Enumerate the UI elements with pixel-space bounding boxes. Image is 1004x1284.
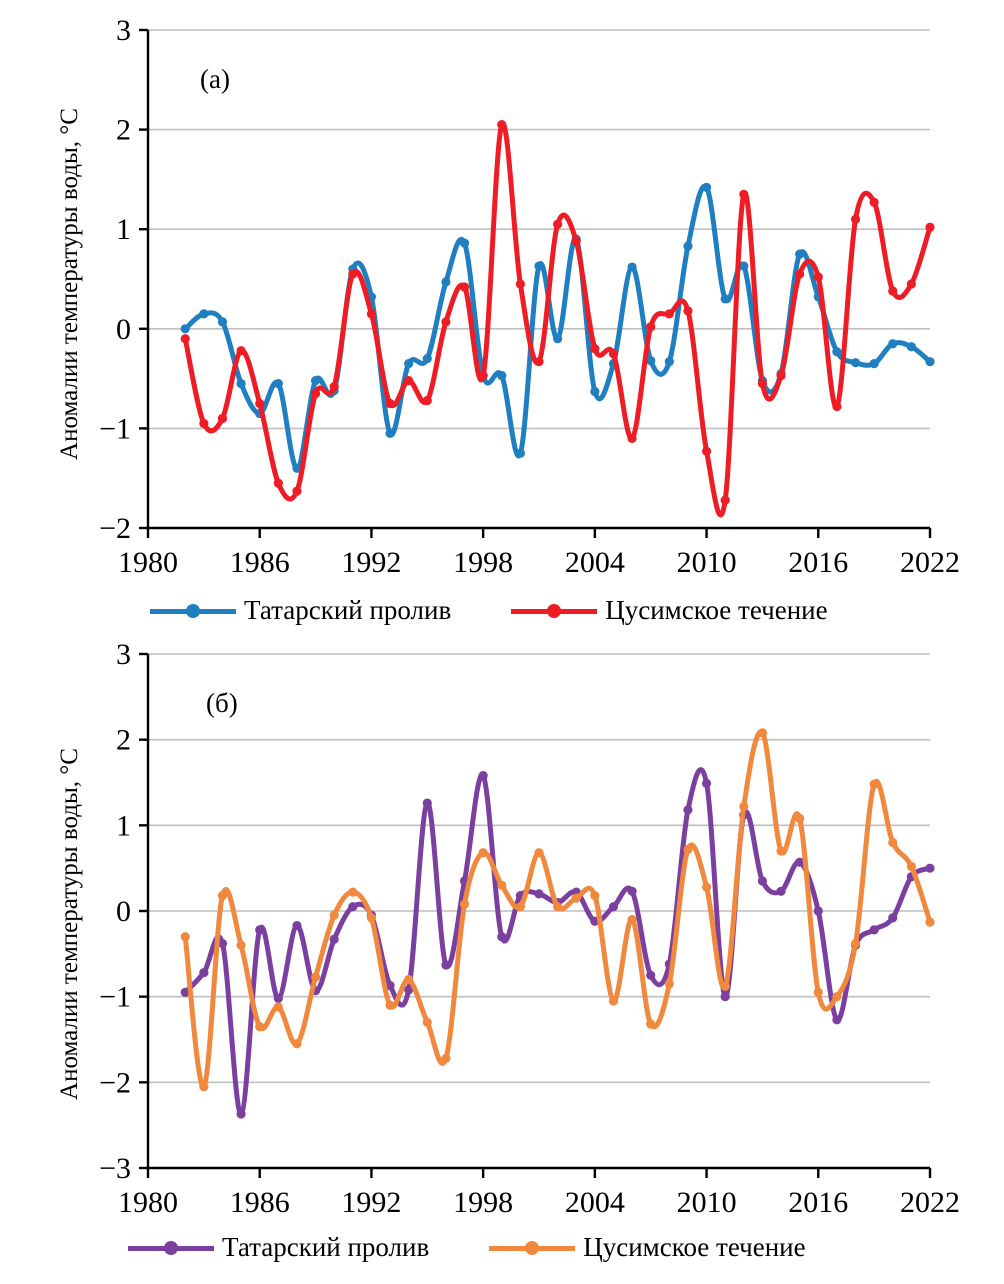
data-point [199,309,208,318]
data-point [404,975,413,984]
data-point [683,306,692,315]
x-tick-label: 1986 [229,1186,290,1219]
chart-panel-a [0,0,1004,640]
data-point [721,992,730,1001]
data-point [609,902,618,911]
data-point [814,906,823,915]
data-point [814,988,823,997]
data-point [851,358,860,367]
data-point [274,994,283,1003]
legend-dot-1-b [525,1241,539,1255]
legend-swatch-1-a [511,600,597,622]
x-tick-label: 2010 [676,1186,737,1219]
data-point [479,848,488,857]
data-point [665,979,674,988]
data-point [255,1022,264,1031]
data-point [776,371,785,380]
data-point [925,864,934,873]
data-point [925,357,934,366]
data-point [832,992,841,1001]
data-point [832,402,841,411]
data-point [479,371,488,380]
data-point [814,272,823,281]
data-point [702,779,711,788]
data-point [758,876,767,885]
data-point [497,881,506,890]
legend-label-0-a: Татарский пролив [244,595,452,625]
data-point [292,487,301,496]
data-point [646,1019,655,1028]
data-point [385,399,394,408]
data-point [218,891,227,900]
data-point [590,387,599,396]
data-point [441,317,450,326]
data-point [218,414,227,423]
y-tick-label: 0 [116,895,131,928]
data-point [441,1054,450,1063]
y-tick-label: −2 [99,1066,131,1100]
x-tick-label: 2010 [676,546,737,579]
data-point [553,334,562,343]
panel-tag-b: (б) [206,688,238,718]
data-point [683,845,692,854]
data-point [907,279,916,288]
data-point [888,913,897,922]
data-point [888,838,897,847]
y-tick-label: 3 [116,640,131,671]
data-point [497,371,506,380]
data-point [460,900,469,909]
x-tick-label: 1998 [453,546,514,579]
data-point [292,1039,301,1048]
data-point [832,347,841,356]
data-point [721,982,730,991]
data-point [423,396,432,405]
data-point [870,198,879,207]
series-line [185,770,930,1114]
legend-item-0-a[interactable] [150,595,451,626]
data-point [516,279,525,288]
x-tick-label: 2022 [900,546,960,579]
data-point [702,183,711,192]
plot-canvas-a [0,0,1004,600]
data-point [199,1082,208,1091]
data-point [627,262,636,271]
data-point [534,261,543,270]
y-tick-label: −3 [99,1152,131,1185]
data-point [888,339,897,348]
data-point [553,220,562,229]
data-point [832,1015,841,1024]
y-tick-label: 2 [116,113,131,147]
data-point [758,728,767,737]
x-tick-label: 1998 [453,1186,514,1219]
data-point [330,935,339,944]
data-point [888,286,897,295]
data-point [851,215,860,224]
data-point [311,376,320,385]
data-point [739,802,748,811]
data-point [683,242,692,251]
legend-dot-0-b [164,1241,178,1255]
data-point [199,968,208,977]
data-point [907,862,916,871]
data-point [404,359,413,368]
data-point [181,334,190,343]
data-point [795,269,804,278]
data-point [255,925,264,934]
legend-label-1-b: Цусимское течение [583,1232,806,1262]
legend-a [150,595,828,626]
data-point [255,399,264,408]
data-point [925,918,934,927]
chart-panel-b [0,640,1004,1284]
x-tick-label: 1980 [118,546,178,579]
y-tick-label: 2 [116,723,131,757]
data-point [609,996,618,1005]
data-point [497,932,506,941]
data-point [236,379,245,388]
legend-item-1-a[interactable] [511,595,827,626]
legend-item-0-b[interactable] [128,1232,429,1263]
data-point [311,389,320,398]
data-point [330,382,339,391]
data-point [534,889,543,898]
y-tick-label: 3 [116,14,131,47]
data-point [572,894,581,903]
data-point [627,887,636,896]
data-point [516,449,525,458]
x-tick-label: 2004 [564,1186,625,1219]
data-point [348,269,357,278]
y-axis-label-b: Аномалии температуры воды, °C [56,748,83,1100]
y-tick-label: 0 [116,312,131,346]
data-point [516,902,525,911]
data-point [795,250,804,259]
data-point [497,120,506,129]
data-point [776,846,785,855]
data-point [758,379,767,388]
data-point [627,915,636,924]
y-tick-label: 1 [116,213,131,247]
legend-item-1-b[interactable] [489,1232,805,1263]
legend-label-1-a: Цусимское течение [605,595,828,625]
data-point [181,932,190,941]
data-point [925,223,934,232]
data-point [795,814,804,823]
data-point [870,925,879,934]
data-point [590,344,599,353]
data-point [367,309,376,318]
data-point [460,282,469,291]
data-point [404,376,413,385]
data-point [553,902,562,911]
x-tick-label: 2004 [564,546,625,579]
data-point [534,357,543,366]
series-line [185,123,930,515]
data-point [721,294,730,303]
y-tick-label: −2 [99,512,131,545]
data-point [330,911,339,920]
data-point [236,1109,245,1118]
series-0 [181,770,935,1119]
data-point [646,322,655,331]
plot-canvas-b [0,640,1004,1240]
data-point [665,357,674,366]
data-point [460,239,469,248]
data-point [851,939,860,948]
data-point [441,960,450,969]
data-point [907,342,916,351]
data-point [609,349,618,358]
data-point [870,780,879,789]
legend-swatch-1-b [489,1237,575,1259]
data-point [274,379,283,388]
x-tick-label: 2016 [788,1186,849,1219]
legend-b [128,1232,806,1263]
panel-tag-a: (а) [200,64,230,94]
data-point [181,324,190,333]
data-point [665,309,674,318]
data-point [274,1002,283,1011]
data-point [236,941,245,950]
data-point [218,317,227,326]
data-point [441,277,450,286]
data-point [385,1001,394,1010]
x-tick-label: 1992 [341,546,402,579]
legend-label-0-b: Татарский пролив [222,1232,430,1262]
data-point [348,888,357,897]
data-point [572,237,581,246]
data-point [590,891,599,900]
data-point [274,479,283,488]
data-point [423,1018,432,1027]
data-point [534,848,543,857]
data-point [646,971,655,980]
data-point [721,496,730,505]
data-point [385,429,394,438]
x-tick-label: 2022 [900,1186,960,1219]
x-tick-label: 1986 [229,546,290,579]
data-point [739,190,748,199]
data-point [870,359,879,368]
data-point [702,882,711,891]
y-axis-label-a: Аномалии температуры воды, °C [56,108,83,460]
data-point [423,354,432,363]
data-point [292,921,301,930]
y-tick-label: −1 [99,980,131,1014]
data-point [702,447,711,456]
legend-dot-1-a [547,604,561,618]
data-point [423,798,432,807]
x-tick-label: 1980 [118,1186,178,1219]
data-point [479,771,488,780]
y-tick-label: −1 [99,412,131,446]
data-point [199,419,208,428]
legend-swatch-0-a [150,600,236,622]
x-tick-label: 1992 [341,1186,402,1219]
x-tick-label: 2016 [788,546,849,579]
data-point [367,913,376,922]
data-point [236,346,245,355]
data-point [311,972,320,981]
y-tick-label: 1 [116,809,131,843]
data-point [683,805,692,814]
data-point [348,902,357,911]
legend-dot-0-a [186,604,200,618]
data-point [776,887,785,896]
legend-swatch-0-b [128,1237,214,1259]
data-point [627,434,636,443]
